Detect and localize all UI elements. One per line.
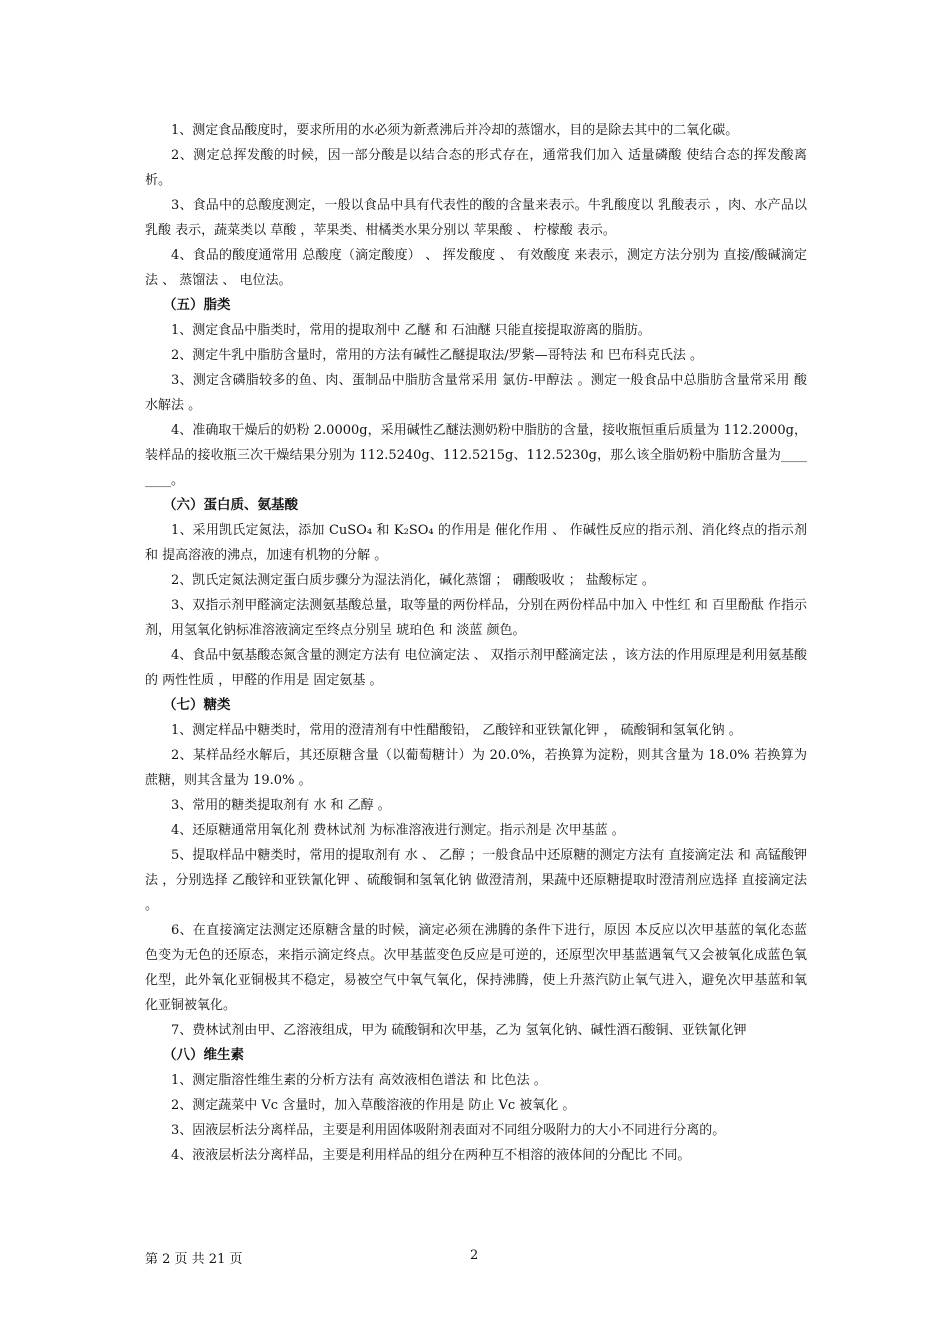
- question-paragraph: 2、测定蔬菜中 Vc 含量时，加入草酸溶液的作用是 防止 Vc 被氧化 。: [171, 1098, 576, 1113]
- question-paragraph: 2、凯氏定氮法测定蛋白质步骤分为湿法消化，碱化蒸馏 ； 硼酸吸收 ； 盐酸标定 。: [171, 573, 655, 588]
- question-paragraph: 1、测定脂溶性维生素的分析方法有 高效液相色谱法 和 比色法 。: [171, 1073, 547, 1088]
- question-paragraph: 5、提取样品中糖类时，常用的提取剂有 水 、 乙醇 ；一般食品中还原糖的测定方法有 直接滴定法 和 高锰酸钾法 ，分别选择 乙酸锌和亚铁氰化钾 、硫酸铜和氢氧化钠 做澄清剂，果蔬中还原糖提取时澄清剂应选择 直接滴定法 。: [145, 848, 807, 913]
- question-paragraph: 4、准确取干燥后的奶粉 2.0000g，采用碱性乙醚法测奶粉中脂肪的含量，接收瓶恒重后质量为 112.2000g，装样品的接收瓶三次干燥结果分别为 112.5240g、112.5215g、112.5230g，那么该全脂奶粉中脂肪含量为________。: [145, 423, 807, 488]
- section-heading: （五）脂类: [163, 297, 231, 313]
- question-paragraph: 1、采用凯氏定氮法，添加 CuSO₄ 和 K₂SO₄ 的作用是 催化作用 、 作碱性反应的指示剂、消化终点的指示剂 和 提高溶液的沸点，加速有机物的分解 。: [145, 523, 807, 563]
- question-paragraph: 3、固液层析法分离样品，主要是利用固体吸附剂表面对不同组分吸附力的大小不同进行分离的。: [171, 1123, 726, 1138]
- footer-page-info: 第 2 页 共 21 页: [145, 1252, 243, 1267]
- question-paragraph: 3、食品中的总酸度测定，一般以食品中具有代表性的酸的含量来表示。牛乳酸度以 乳酸表示 ，肉、水产品以 乳酸 表示，蔬菜类以 草酸 ，苹果类、柑橘类水果分别以 苹果酸 、 柠檬酸 表示。: [145, 198, 807, 238]
- question-paragraph: 6、在直接滴定法测定还原糖含量的时候，滴定必须在沸腾的条件下进行，原因 本反应以次甲基蓝的氧化态蓝色变为无色的还原态，来指示滴定终点。次甲基蓝变色反应是可逆的，还原型次甲基蓝遇氧气又会被氧化成蓝色氧化型，此外氧化亚铜极其不稳定，易被空气中氧气氧化，保持沸腾，使上升蒸汽防止氧气进入，避免次甲基蓝和氧化亚铜被氧化。: [145, 923, 807, 1013]
- question-paragraph: 1、测定食品酸度时，要求所用的水必须为新煮沸后并冷却的蒸馏水，目的是除去其中的二氧化碳。: [171, 123, 739, 138]
- question-paragraph: 3、测定含磷脂较多的鱼、肉、蛋制品中脂肪含量常采用 氯仿-甲醇法 。测定一般食品中总脂肪含量常采用 酸水解法 。: [145, 373, 807, 413]
- section-heading: （八）维生素: [163, 1047, 244, 1063]
- question-paragraph: 7、费林试剂由甲、乙溶液组成，甲为 硫酸铜和次甲基，乙为 氢氧化钠、碱性酒石酸铜、亚铁氰化钾: [171, 1023, 747, 1038]
- section-heading: （七）糖类: [163, 697, 231, 713]
- question-paragraph: 2、某样品经水解后，其还原糖含量（以葡萄糖计）为 20.0%，若换算为淀粉，则其含量为 18.0% 若换算为蔗糖，则其含量为 19.0% 。: [145, 748, 807, 788]
- question-paragraph: 4、食品的酸度通常用 总酸度（滴定酸度） 、 挥发酸度 、 有效酸度 来表示，测定方法分别为 直接/酸碱滴定法 、 蒸馏法 、 电位法。: [145, 248, 807, 288]
- question-paragraph: 1、测定样品中糖类时，常用的澄清剂有中性醋酸铅， 乙酸锌和亚铁氰化钾 ， 硫酸铜和氢氧化钠 。: [171, 723, 742, 738]
- question-paragraph: 3、双指示剂甲醛滴定法测氨基酸总量，取等量的两份样品，分别在两份样品中加入 中性红 和 百里酚酞 作指示剂，用氢氧化钠标准溶液滴定至终点分别呈 琥珀色 和 淡蓝 颜色。: [145, 598, 807, 638]
- question-paragraph: 3、常用的糖类提取剂有 水 和 乙醇 。: [171, 798, 391, 813]
- question-paragraph: 4、食品中氨基酸态氮含量的测定方法有 电位滴定法 、 双指示剂甲醛滴定法 ，该方法的作用原理是利用氨基酸的 两性性质 ，甲醛的作用是 固定氨基 。: [145, 648, 807, 688]
- section-heading: （六）蛋白质、氨基酸: [163, 497, 298, 513]
- question-paragraph: 2、测定牛乳中脂肪含量时，常用的方法有碱性乙醚提取法/罗紫—哥特法 和 巴布科克氏法 。: [171, 348, 704, 363]
- question-paragraph: 4、还原糖通常用氧化剂 费林试剂 为标准溶液进行测定。指示剂是 次甲基蓝 。: [171, 823, 625, 838]
- question-paragraph: 4、液液层析法分离样品，主要是利用样品的组分在两种互不相溶的液体间的分配比 不同。: [171, 1148, 691, 1163]
- question-paragraph: 1、测定食品中脂类时，常用的提取剂中 乙醚 和 石油醚 只能直接提取游离的脂肪。: [171, 323, 651, 338]
- document-body: [145, 118, 807, 1168]
- question-paragraph: 2、测定总挥发酸的时候，因一部分酸是以结合态的形式存在，通常我们加入 适量磷酸 使结合态的挥发酸离析。: [145, 148, 807, 188]
- footer-page-number: 2: [470, 1248, 479, 1263]
